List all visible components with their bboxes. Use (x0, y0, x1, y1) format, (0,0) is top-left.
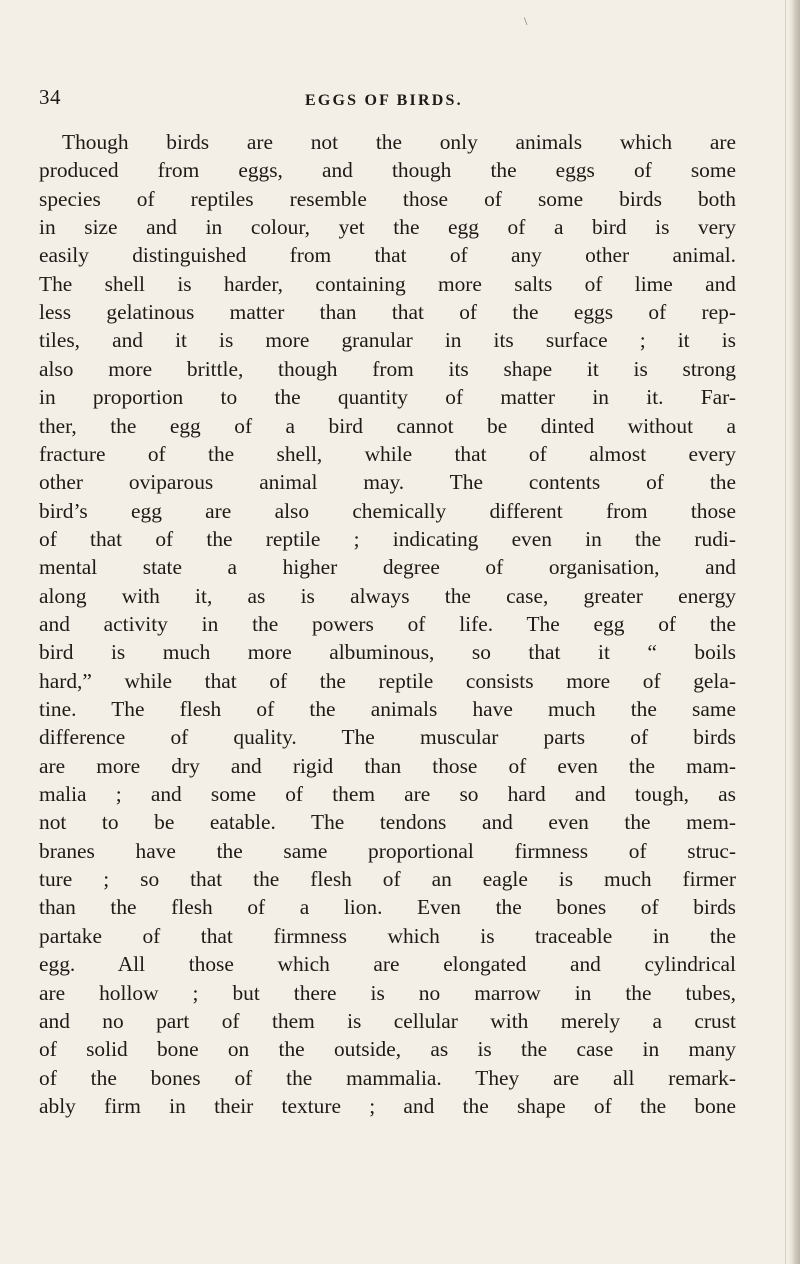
text-line: ther, the egg of a bird cannot be dinted without a (39, 413, 736, 438)
text-line: fracture of the shell, while that of almost every (39, 441, 736, 466)
page-number: 34 (39, 85, 61, 109)
text-line: of that of the reptile ; indicating even in the rudi- (39, 526, 736, 551)
text-line: easily distinguished from that of any other animal. (39, 243, 736, 268)
text-line: in proportion to the quantity of matter in it. Far- (39, 385, 736, 410)
text-line: species of reptiles resemble those of some birds both (39, 186, 736, 211)
text-line: also more brittle, though from its shape it is strong (39, 356, 736, 381)
text-line: than the flesh of a lion. Even the bones of birds (39, 895, 736, 920)
text-line: and activity in the powers of life. The egg of the (39, 611, 736, 636)
text-line: ably firm in their texture ; and the shape of the bone (39, 1093, 736, 1118)
text-line: partake of that firmness which is traceable in the (39, 923, 736, 948)
page-edge-line (785, 0, 786, 1264)
text-line: The shell is harder, containing more salts of lime and (39, 271, 736, 296)
text-line: not to be eatable. The tendons and even the mem- (39, 810, 736, 835)
text-line: bird’s egg are also chemically different from those (39, 498, 736, 523)
text-line: hard,” while that of the reptile consists more of gela- (39, 668, 736, 693)
page-speck-mark: \ (524, 14, 528, 28)
text-line: less gelatinous matter than that of the eggs of rep- (39, 300, 736, 325)
text-line: other oviparous animal may. The contents of the (39, 470, 736, 495)
text-line: branes have the same proportional firmness of struc- (39, 838, 736, 863)
text-line: along with it, as is always the case, greater energy (39, 583, 736, 608)
text-line: are hollow ; but there is no marrow in the tubes, (39, 980, 736, 1005)
running-head-title: EGGS OF BIRDS. (305, 92, 463, 109)
page-edge-shadow (788, 0, 800, 1264)
text-line: egg. All those which are elongated and cylindrical (39, 952, 736, 977)
text-line: tine. The flesh of the animals have much the same (39, 697, 736, 721)
text-line: tiles, and it is more granular in its surface ; it is (39, 328, 736, 353)
text-line: Though birds are not the only animals which are (62, 130, 736, 154)
text-line: malia ; and some of them are so hard and tough, as (39, 782, 736, 807)
text-line: of the bones of the mammalia. They are all remark- (39, 1065, 736, 1090)
text-line: difference of quality. The muscular parts of birds (39, 725, 736, 750)
text-line: produced from eggs, and though the eggs of some (39, 158, 736, 183)
text-line: and no part of them is cellular with merely a crust (39, 1008, 736, 1033)
text-line: ture ; so that the flesh of an eagle is much firmer (39, 867, 736, 892)
text-line: in size and in colour, yet the egg of a bird is very (39, 215, 736, 240)
text-line: bird is much more albuminous, so that it “ boils (39, 640, 736, 665)
text-line: mental state a higher degree of organisation, and (39, 555, 736, 580)
text-line: of solid bone on the outside, as is the case in many (39, 1037, 736, 1062)
text-line: are more dry and rigid than those of even the mam- (39, 753, 736, 778)
